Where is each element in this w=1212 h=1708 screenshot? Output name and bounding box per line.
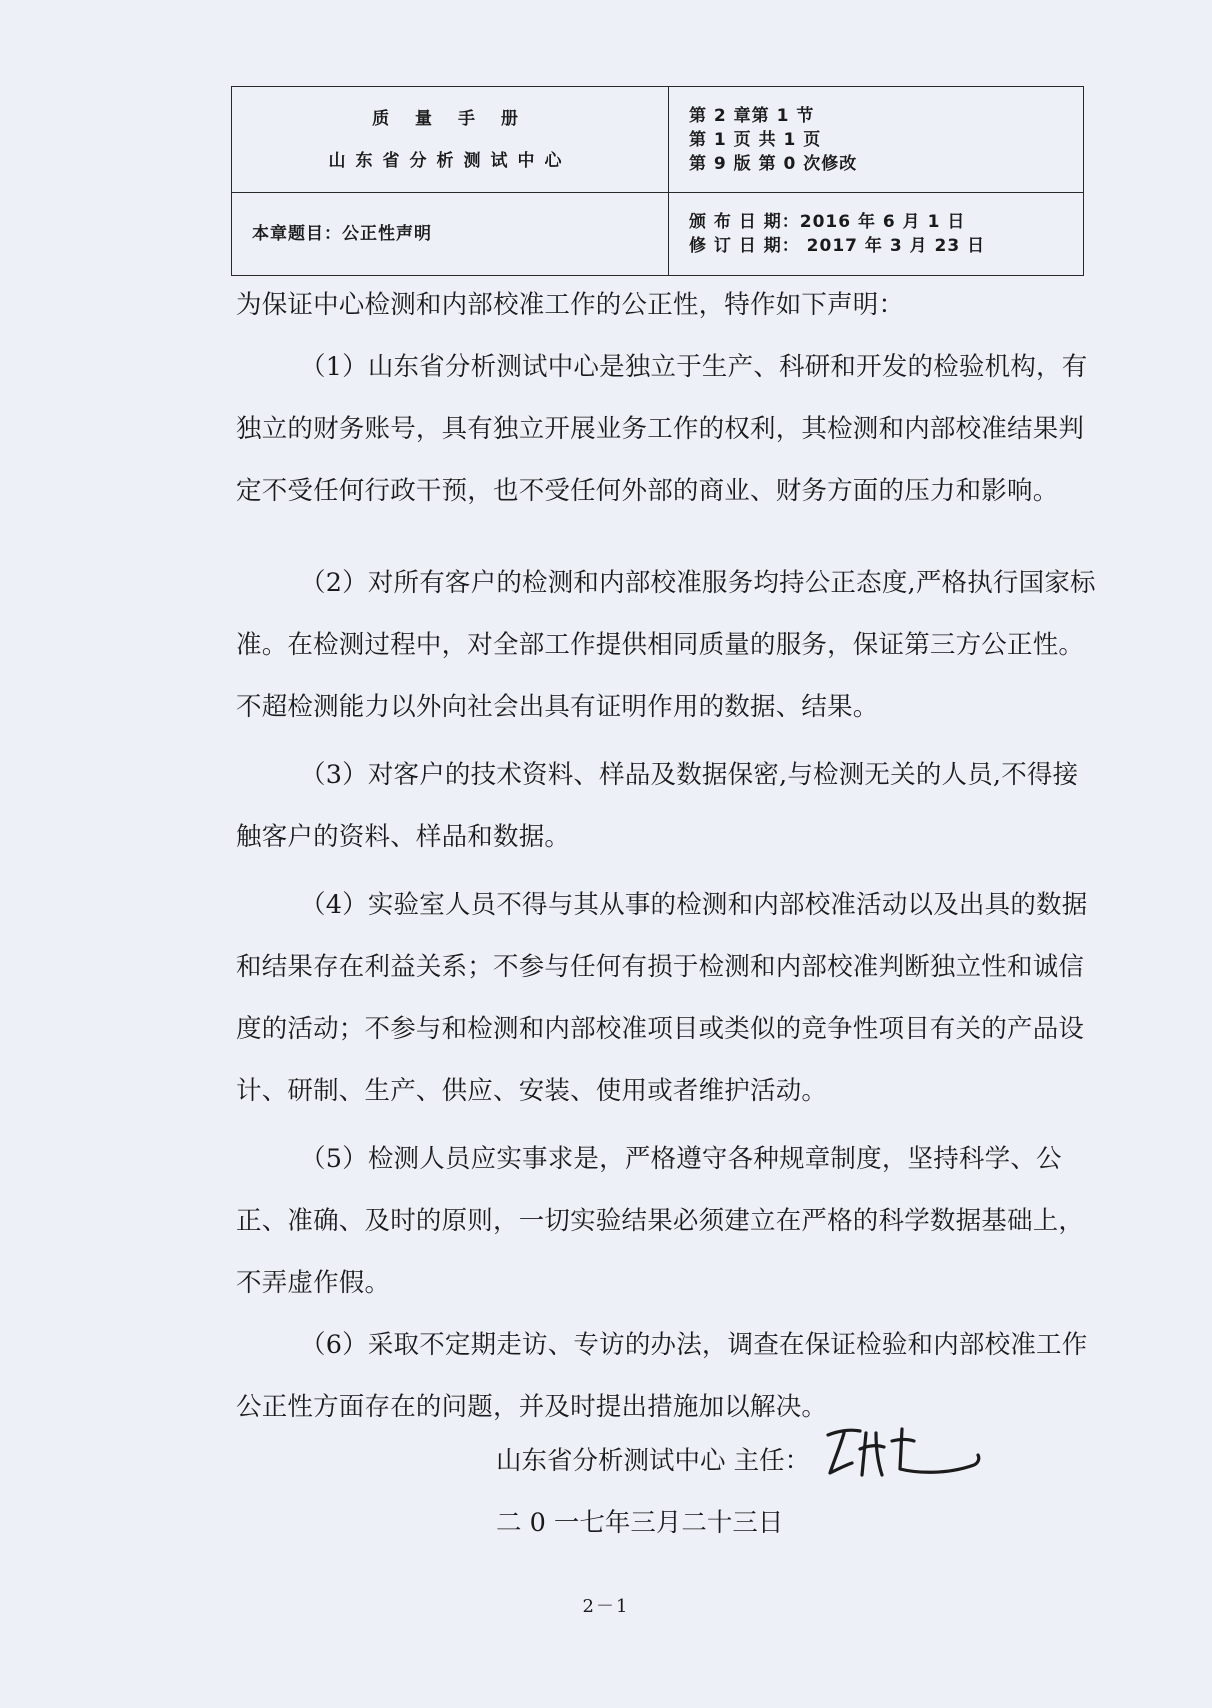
handwritten-signature bbox=[816, 1419, 986, 1489]
page-info: 第 1 页 共 1 页 bbox=[689, 129, 822, 150]
chapter-topic: 本章题目：公正性声明 bbox=[252, 224, 432, 244]
issue-date: 颁 布 日 期：2016 年 6 月 1 日 bbox=[689, 212, 966, 232]
chapter-info-cell bbox=[669, 87, 1084, 193]
page-number: 2－1 bbox=[582, 1596, 630, 1617]
clause-4: （4）实验室人员不得与其从事的检测和内部校准活动以及出具的数据和结果存在利益关系；不参与任何有损于检测和内部校准判断独立性和诚信度的活动；不参与和检测和内部校准项目或类似的竞争性项目有关的产品设计、研制、生产、供应、安装、使用或者维护活动。 bbox=[236, 890, 1088, 1106]
header-table bbox=[231, 86, 1084, 276]
clause-1: （1）山东省分析测试中心是独立于生产、科研和开发的检验机构，有独立的财务账号，具有独立开展业务工作的权利，其检测和内部校准结果判定不受任何行政干预，也不受任何外部的商业、财务方面的压力和影响。 bbox=[236, 352, 1088, 506]
director-label: 山东省分析测试中心 主任： bbox=[496, 1446, 811, 1476]
manual-title: 质 量 手 册 bbox=[372, 108, 528, 129]
intro-paragraph: 为保证中心检测和内部校准工作的公正性，特作如下声明： bbox=[236, 290, 905, 320]
clause-6: （6）采取不定期走访、专访的办法，调查在保证检验和内部校准工作公正性方面存在的问题，并及时提出措施加以解决。 bbox=[236, 1330, 1088, 1422]
revise-date: 修 订 日 期： 2017 年 3 月 23 日 bbox=[689, 236, 986, 256]
sign-date: 二 0 一七年三月二十三日 bbox=[496, 1508, 784, 1538]
topic-cell bbox=[232, 193, 669, 276]
title-cell bbox=[232, 87, 669, 193]
org-name: 山东省分析测试中心 bbox=[328, 150, 572, 171]
chapter-section: 第 2 章第 1 节 bbox=[689, 105, 815, 126]
declaration-body bbox=[236, 274, 1096, 1438]
dates-cell bbox=[669, 193, 1084, 276]
clause-5: （5）检测人员应实事求是，严格遵守各种规章制度，坚持科学、公正、准确、及时的原则，一切实验结果必须建立在严格的科学数据基础上，不弄虚作假。 bbox=[236, 1144, 1085, 1298]
signature-block bbox=[496, 1430, 986, 1554]
version-info: 第 9 版 第 0 次修改 bbox=[689, 153, 858, 174]
clause-2: （2）对所有客户的检测和内部校准服务均持公正态度,严格执行国家标准。在检测过程中，对全部工作提供相同质量的服务，保证第三方公正性。不超检测能力以外向社会出具有证明作用的数据、结果。 bbox=[236, 568, 1096, 722]
clause-3: （3）对客户的技术资料、样品及数据保密,与检测无关的人员,不得接触客户的资料、样品和数据。 bbox=[236, 760, 1079, 852]
